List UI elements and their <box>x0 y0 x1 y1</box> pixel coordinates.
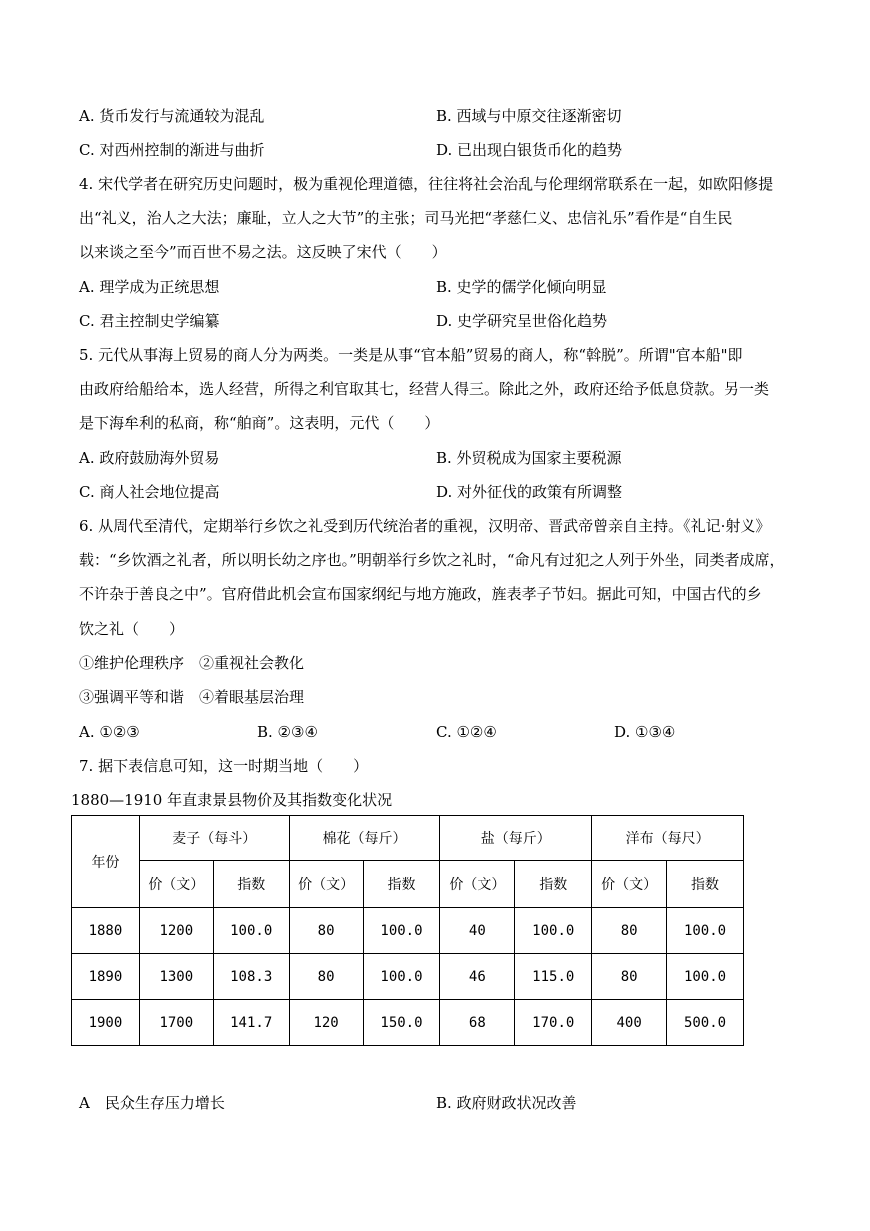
table-cell: 46 <box>440 954 515 1000</box>
table-cell: 80 <box>289 908 363 954</box>
q4-option-c[interactable]: C. 君主控制史学编纂 <box>79 312 220 330</box>
q7-option-b[interactable]: B. 政府财政状况改善 <box>436 1094 577 1112</box>
group-header-cloth: 洋布（每尺） <box>592 816 744 861</box>
table-cell: 1200 <box>139 908 213 954</box>
q6-stem-line: 不许杂于善良之中”。官府借此机会宣布国家纲纪与地方施政，旌表孝子节妇。据此可知，中国古代的乡 <box>79 585 762 603</box>
year-header: 年份 <box>72 816 140 908</box>
table-cell: 108.3 <box>213 954 289 1000</box>
table-row <box>72 954 744 1000</box>
table-cell: 80 <box>289 954 363 1000</box>
q4-stem-line: 以来谈之至今”而百世不易之法。这反映了宋代（ ） <box>79 243 447 261</box>
group-header-cotton: 棉花（每斤） <box>289 816 440 861</box>
group-header-wheat: 麦子（每斗） <box>139 816 289 861</box>
q4-option-d[interactable]: D. 史学研究呈世俗化趋势 <box>436 312 608 330</box>
q4-option-b[interactable]: B. 史学的儒学化倾向明显 <box>436 278 607 296</box>
sub-header-index: 指数 <box>667 861 744 908</box>
q5-stem-line: 是下海牟利的私商，称“舶商”。这表明，元代（ ） <box>79 414 440 432</box>
table-cell: 400 <box>592 1000 667 1046</box>
table-cell: 100.0 <box>363 908 440 954</box>
q5-stem-line: 由政府给船给本，选人经营，所得之利官取其七，经营人得三。除此之外，政府还给予低息贷款。另一类 <box>79 380 770 398</box>
table-row <box>72 908 744 954</box>
q3-option-d[interactable]: D. 已出现白银货币化的趋势 <box>436 141 623 159</box>
table-cell: 80 <box>592 908 667 954</box>
q5-stem-line: 5. 元代从事海上贸易的商人分为两类。一类是从事“官本船”贸易的商人，称“斡脱”。所谓"官本船"即 <box>79 346 743 364</box>
table-cell: 500.0 <box>667 1000 744 1046</box>
table-header-row <box>72 816 744 861</box>
table-cell: 141.7 <box>213 1000 289 1046</box>
year-cell: 1890 <box>72 954 140 1000</box>
sub-header-price: 价（文） <box>139 861 213 908</box>
q6-stem-line: 6. 从周代至清代，定期举行乡饮之礼受到历代统治者的重视，汉明帝、晋武帝曾亲自主持。《礼记·射义》 <box>79 517 771 535</box>
table-cell: 1300 <box>139 954 213 1000</box>
table-cell: 100.0 <box>213 908 289 954</box>
table-cell: 115.0 <box>515 954 592 1000</box>
q6-option-d[interactable]: D. ①③④ <box>614 723 676 741</box>
table-cell: 100.0 <box>515 908 592 954</box>
table-cell: 170.0 <box>515 1000 592 1046</box>
table-cell: 40 <box>440 908 515 954</box>
sub-header-index: 指数 <box>515 861 592 908</box>
table-cell: 68 <box>440 1000 515 1046</box>
table-title: 1880—1910 年直隶景县物价及其指数变化状况 <box>71 791 393 809</box>
year-cell: 1880 <box>72 908 140 954</box>
q7-option-a[interactable]: A 民众生存压力增长 <box>79 1094 225 1112</box>
q5-option-b[interactable]: B. 外贸税成为国家主要税源 <box>436 449 622 467</box>
q4-option-a[interactable]: A. 理学成为正统思想 <box>79 278 220 296</box>
year-cell: 1900 <box>72 1000 140 1046</box>
table-cell: 150.0 <box>363 1000 440 1046</box>
q5-option-a[interactable]: A. 政府鼓励海外贸易 <box>79 449 220 467</box>
q6-option-b[interactable]: B. ②③④ <box>257 723 318 741</box>
sub-header-index: 指数 <box>213 861 289 908</box>
table-cell: 1700 <box>139 1000 213 1046</box>
q6-stem-line: 饮之礼（ ） <box>79 620 185 638</box>
q5-option-d[interactable]: D. 对外征伐的政策有所调整 <box>436 483 623 501</box>
q3-option-b[interactable]: B. 西域与中原交往逐渐密切 <box>436 107 622 125</box>
table-cell: 120 <box>289 1000 363 1046</box>
q4-stem-line: 出“礼义，治人之大法；廉耻，立人之大节”的主张；司马光把“孝慈仁义、忠信礼乐”看作是“自生民 <box>79 209 733 227</box>
q7-stem: 7. 据下表信息可知，这一时期当地（ ） <box>79 757 369 775</box>
q6-statement-line: ①维护伦理秩序 ②重视社会教化 <box>79 654 305 672</box>
q4-stem-line: 4. 宋代学者在研究历史问题时，极为重视伦理道德，往往将社会治乱与伦理纲常联系在一起，如欧阳修提 <box>79 175 774 193</box>
table-subheader-row <box>72 861 744 908</box>
q3-option-c[interactable]: C. 对西州控制的渐进与曲折 <box>79 141 265 159</box>
q6-option-c[interactable]: C. ①②④ <box>436 723 497 741</box>
table-cell: 100.0 <box>667 908 744 954</box>
q6-stem-line: 载：“乡饮酒之礼者，所以明长幼之序也。”明朝举行乡饮之礼时，“命凡有过犯之人列于外坐，同类者成席， <box>79 551 785 569</box>
sub-header-index: 指数 <box>363 861 440 908</box>
q6-statement-line: ③强调平等和谐 ④着眼基层治理 <box>79 688 305 706</box>
table-row <box>72 1000 744 1046</box>
q3-option-a[interactable]: A. 货币发行与流通较为混乱 <box>79 107 265 125</box>
q6-option-a[interactable]: A. ①②③ <box>79 723 140 741</box>
group-header-salt: 盐（每斤） <box>440 816 592 861</box>
table-cell: 100.0 <box>667 954 744 1000</box>
table-cell: 100.0 <box>363 954 440 1000</box>
table-cell: 80 <box>592 954 667 1000</box>
q5-option-c[interactable]: C. 商人社会地位提高 <box>79 483 220 501</box>
price-index-table <box>71 815 744 1046</box>
sub-header-price: 价（文） <box>440 861 515 908</box>
sub-header-price: 价（文） <box>289 861 363 908</box>
sub-header-price: 价（文） <box>592 861 667 908</box>
